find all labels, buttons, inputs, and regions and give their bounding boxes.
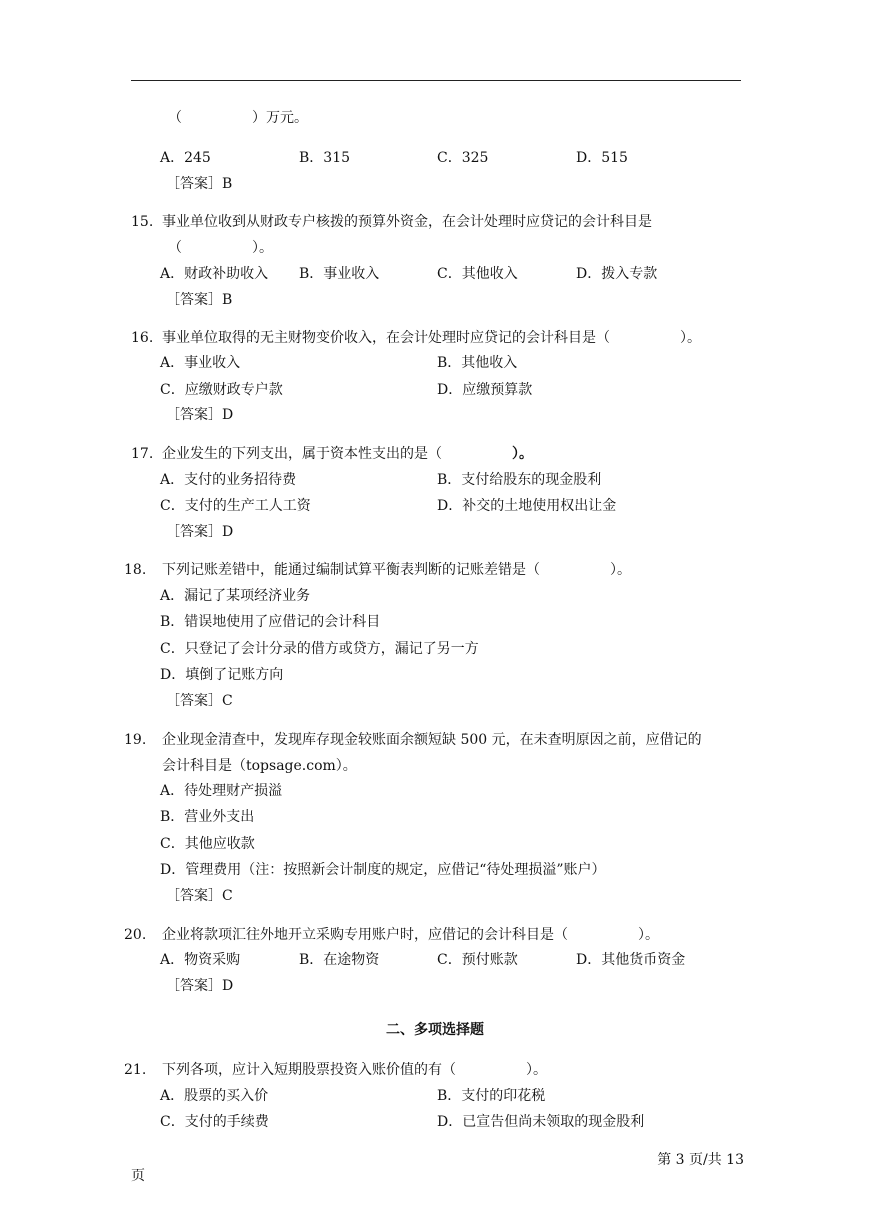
q19-option-b: B．营业外支出 [160,809,255,825]
q19-stem-cont: 会计科目是（topsage.com）。 [162,758,357,774]
q19-option-c: C．其他应收款 [160,836,255,852]
q20-answer: ［答案］D [166,978,234,994]
q18-option-c: C．只登记了会计分录的借方或贷方，漏记了另一方 [160,641,479,657]
q21-number: 21. [124,1062,147,1078]
q20-option-b: B．在途物资 [299,952,380,968]
q16-option-d: D．应缴预算款 [437,382,533,398]
q17-option-b: B．支付给股东的现金股利 [437,472,602,488]
q18-option-a: A．漏记了某项经济业务 [160,588,311,604]
q14-option-d: D．515 [576,150,628,166]
q19-stem: 企业现金清查中，发现库存现金较账面余额短缺 500 元，在未查明原因之前，应借记的 [162,732,702,748]
q21-option-b: B．支付的印花税 [437,1088,546,1104]
q17-option-a: A．支付的业务招待费 [160,472,297,488]
q17-number: 17. [131,446,154,462]
q18-stem: 下列记账差错中，能通过编制试算平衡表判断的记账差错是（ ）。 [162,562,631,578]
q20-option-a: A．物资采购 [160,952,241,968]
q19-answer: ［答案］C [166,888,233,904]
q20-number: 20. [124,927,147,943]
q16-number: 16. [131,330,154,346]
q17-stem [162,446,533,462]
q21-stem: 下列各项，应计入短期股票投资入账价值的有（ ）。 [162,1062,547,1078]
q16-option-a: A．事业收入 [160,355,241,371]
q19-option-d: D．管理费用（注：按照新会计制度的规定，应借记“待处理损溢”账户） [160,862,606,878]
q15-stem-cont: （ ）。 [168,240,273,256]
q18-number: 18. [124,562,147,578]
header-rule [131,80,741,81]
q15-option-c: C．其他收入 [437,266,518,282]
q19-number: 19. [124,732,147,748]
q21-option-a: A．股票的买入价 [160,1088,269,1104]
q18-answer: ［答案］C [166,693,233,709]
q19-option-a: A．待处理财产损溢 [160,783,283,799]
page-number-tail: 页 [131,1168,145,1184]
q14-stem-tail: （ ）万元。 [168,110,308,126]
q15-answer: ［答案］B [166,292,233,308]
page-number: 第 3 页/共 13 [657,1152,744,1168]
q14-option-b: B．315 [299,150,351,166]
q18-option-b: B．错误地使用了应借记的会计科目 [160,614,381,630]
q16-stem: 事业单位取得的无主财物变价收入，在会计处理时应贷记的会计科目是（ ）。 [162,330,701,346]
q14-option-c: C．325 [437,150,489,166]
q15-option-b: B．事业收入 [299,266,380,282]
q17-stem-text: 企业发生的下列支出，属于资本性支出的是（ [162,446,512,462]
q17-answer: ［答案］D [166,524,234,540]
q16-answer: ［答案］D [166,407,234,423]
q18-option-d: D．填倒了记账方向 [160,667,284,683]
q16-option-c: C．应缴财政专户款 [160,382,283,398]
q15-stem: 事业单位收到从财政专户核拨的预算外资金，在会计处理时应贷记的会计科目是 [162,214,652,230]
q20-option-d: D．其他货币资金 [576,952,686,968]
q15-option-d: D．拨入专款 [576,266,658,282]
q21-option-d: D．已宣告但尚未领取的现金股利 [437,1114,645,1130]
q15-number: 15. [131,214,154,230]
q16-option-b: B．其他收入 [437,355,518,371]
q17-option-d: D．补交的土地使用权出让金 [437,498,617,514]
q20-stem: 企业将款项汇往外地开立采购专用账户时，应借记的会计科目是（ ）。 [162,927,659,943]
q14-option-a: A．245 [160,150,211,166]
q15-option-a: A．财政补助收入 [160,266,269,282]
q21-option-c: C．支付的手续费 [160,1114,269,1130]
q20-option-c: C．预付账款 [437,952,518,968]
q17-stem-bold: ）。 [512,446,533,462]
section-heading-multiple-choice: 二、多项选择题 [386,1022,484,1038]
q14-answer: ［答案］B [166,176,233,192]
q17-option-c: C．支付的生产工人工资 [160,498,311,514]
